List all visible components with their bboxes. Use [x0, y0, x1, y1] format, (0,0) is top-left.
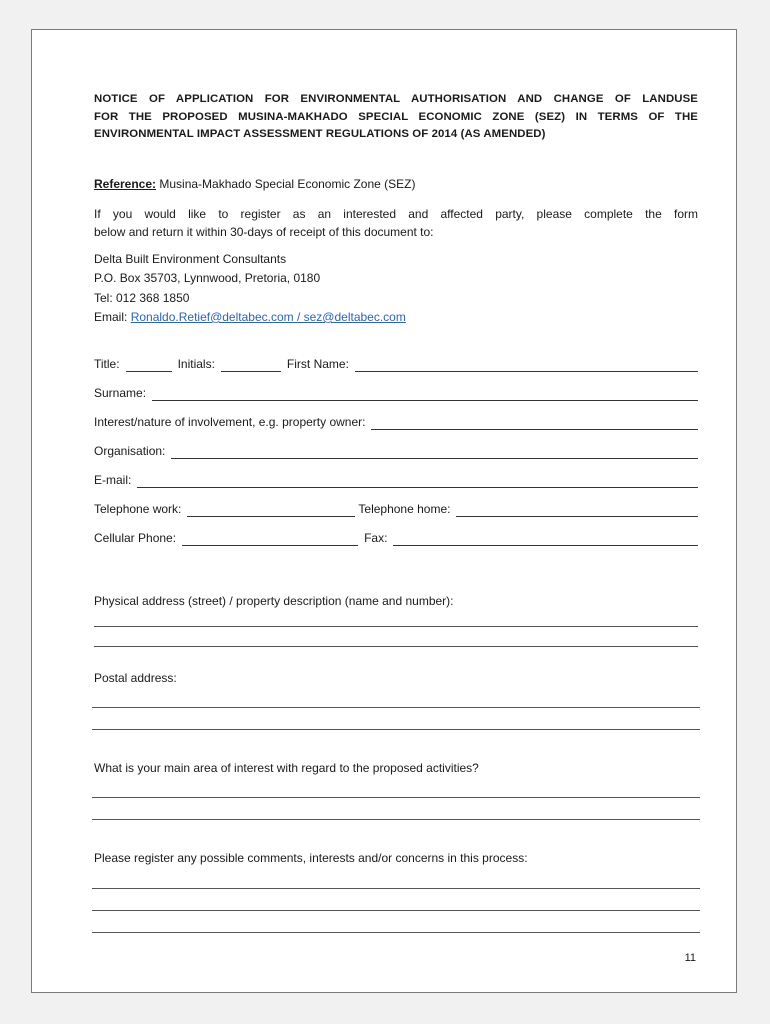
interest-label: Interest/nature of involvement, e.g. property owner: — [94, 415, 366, 429]
comments-line-1[interactable] — [92, 888, 700, 889]
postal-address-line-1[interactable] — [92, 707, 700, 708]
contact-block — [94, 250, 406, 327]
comments-label: Please register any possible comments, interests and/or concerns in this process: — [94, 851, 528, 865]
tel-work-label: Telephone work: — [94, 502, 182, 516]
contact-address: P.O. Box 35703, Lynnwood, Pretoria, 0180 — [94, 271, 321, 286]
intro-paragraph — [94, 205, 698, 241]
physical-address-line-1[interactable] — [94, 626, 698, 627]
cell-field[interactable] — [182, 533, 358, 546]
reference-colon: : — [152, 177, 157, 191]
email-label: E-mail: — [94, 473, 132, 487]
first-name-label: First Name: — [286, 357, 349, 371]
postal-address-line-2[interactable] — [92, 729, 700, 730]
row-organisation — [94, 443, 698, 459]
postal-address-label: Postal address: — [94, 671, 177, 685]
comments-line-2[interactable] — [92, 910, 700, 911]
tel-home-label: Telephone home: — [358, 502, 451, 516]
surname-field[interactable] — [152, 388, 698, 401]
document-page — [31, 29, 737, 993]
first-name-field[interactable] — [355, 359, 698, 372]
row-interest — [94, 414, 698, 430]
title-field[interactable] — [126, 359, 172, 372]
page-number: 11 — [684, 952, 696, 964]
reference-value: Musina-Makhado Special Economic Zone (SEZ) — [156, 177, 416, 191]
notice-title — [94, 91, 698, 144]
interest-area-line-1[interactable] — [92, 797, 700, 798]
interest-area-line-2[interactable] — [92, 819, 700, 820]
tel-home-field[interactable] — [456, 504, 698, 517]
email-field[interactable] — [137, 475, 698, 488]
intro-line-2: below and return it within 30-days of receipt of this document to: — [94, 225, 434, 239]
reference-label: Reference — [94, 177, 153, 191]
row-name — [94, 356, 698, 372]
contact-email — [94, 308, 406, 327]
intro-line-1: If you would like to register as an interested and affected party, please complete the form — [94, 207, 698, 221]
contact-company: Delta Built Environment Consultants — [94, 252, 287, 266]
contact-email-link[interactable]: Ronaldo.Retief@deltabec.com / sez@deltabec.com — [130, 309, 406, 324]
fax-field[interactable] — [393, 533, 698, 546]
row-telephone — [94, 501, 698, 517]
row-email — [94, 472, 698, 488]
initials-label: Initials: — [177, 357, 215, 371]
row-cell-fax — [94, 530, 698, 546]
title-line-3: ENVIRONMENTAL IMPACT ASSESSMENT REGULATIONS OF 2014 (AS AMENDED) — [94, 128, 546, 140]
tel-work-field[interactable] — [187, 504, 355, 517]
interest-field[interactable] — [371, 417, 698, 430]
initials-field[interactable] — [221, 359, 281, 372]
cell-label: Cellular Phone: — [94, 531, 177, 545]
physical-address-label: Physical address (street) / property description (name and number): — [94, 594, 454, 608]
physical-address-line-2[interactable] — [94, 646, 698, 647]
contact-tel: Tel: 012 368 1850 — [94, 290, 190, 305]
organisation-label: Organisation: — [94, 444, 166, 458]
title-line-1: NOTICE OF APPLICATION FOR ENVIRONMENTAL AUTHORISATION AND CHANGE OF LANDUSE — [94, 93, 698, 105]
fax-label: Fax: — [364, 531, 388, 545]
contact-email-label: Email: — [94, 309, 131, 324]
row-surname — [94, 385, 698, 401]
organisation-field[interactable] — [171, 446, 698, 459]
interest-area-label: What is your main area of interest with regard to the proposed activities? — [94, 761, 479, 775]
reference-line — [94, 176, 415, 192]
title-label: Title: — [94, 357, 120, 371]
title-line-2: FOR THE PROPOSED MUSINA-MAKHADO SPECIAL ECONOMIC ZONE (SEZ) IN TERMS OF THE — [94, 110, 698, 123]
comments-line-3[interactable] — [92, 932, 700, 933]
surname-label: Surname: — [94, 386, 147, 400]
